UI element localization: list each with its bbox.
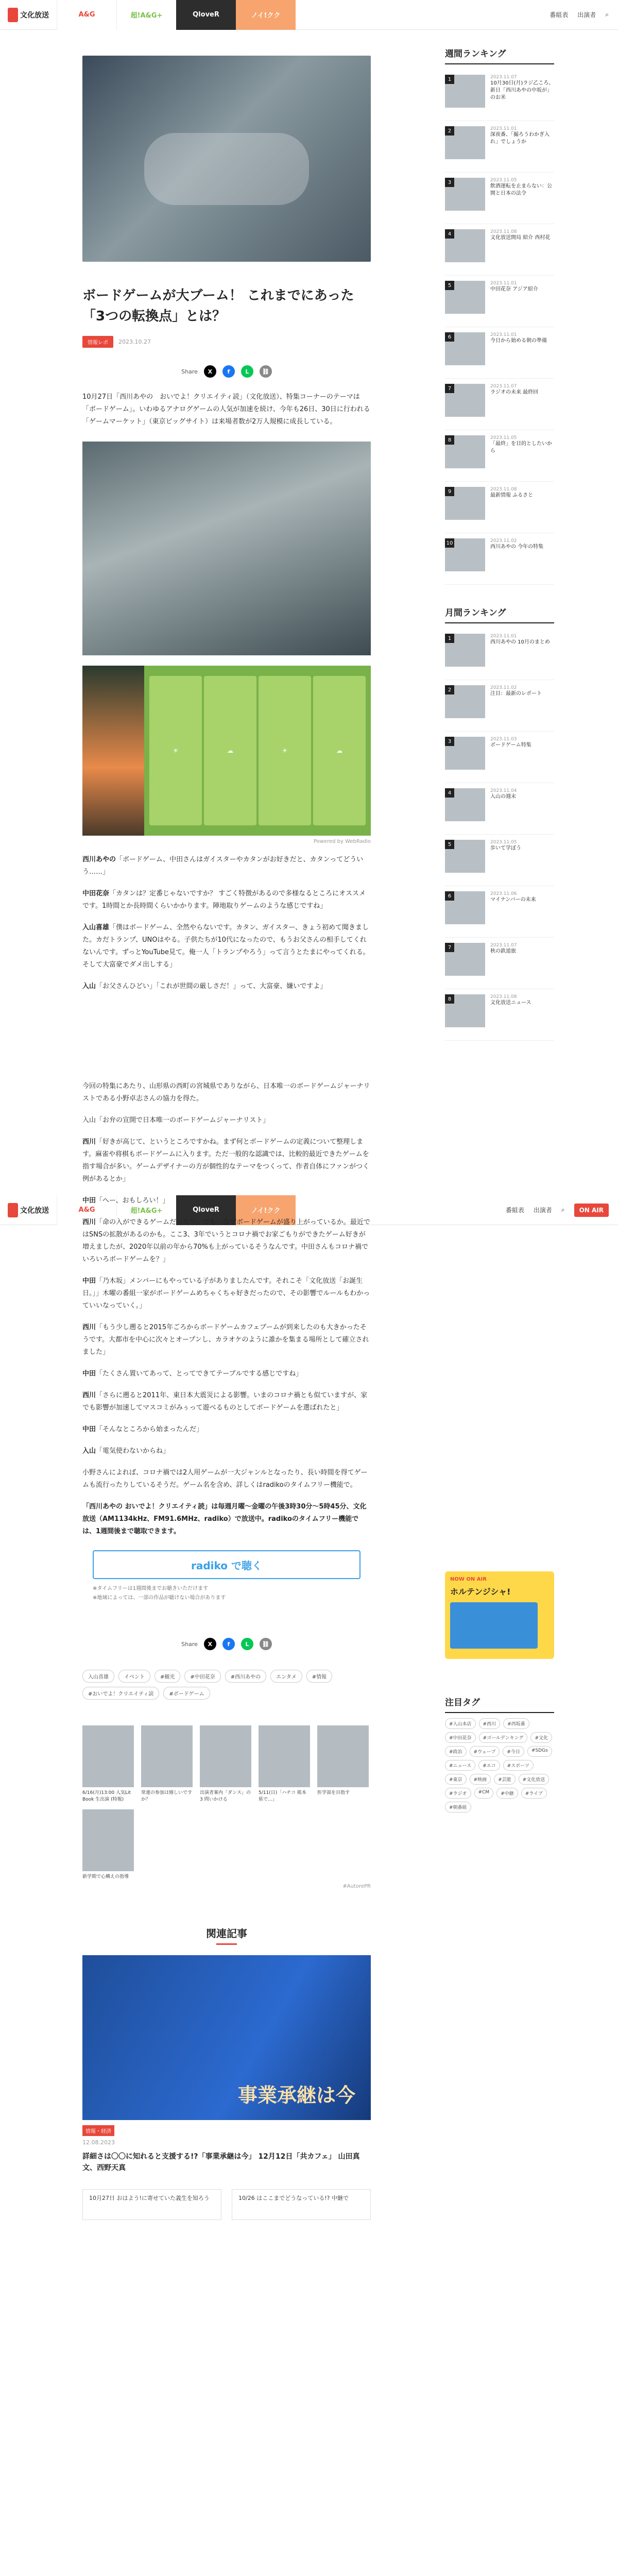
ranking-item[interactable]: [445, 379, 554, 430]
dialog-text: 「そんなところから始まったんだ」: [96, 1426, 203, 1433]
topic-tag[interactable]: #中継: [496, 1788, 518, 1799]
dialog-paragraph: [82, 980, 371, 993]
weather-card: ☀: [149, 676, 202, 825]
ranking-text: [490, 737, 531, 777]
tab-qlover[interactable]: QloveR: [176, 0, 236, 30]
ranking-title: 中田花奈 アジア紹介: [490, 286, 538, 292]
ranking-number: 2: [445, 126, 454, 135]
ranking-title: 歩いて学ぼう: [490, 845, 521, 851]
ranking-text: [490, 126, 554, 167]
article-tag[interactable]: イベント: [118, 1670, 150, 1683]
ranking-title: 秋の鉄道旅: [490, 948, 516, 954]
ranking-thumb: [445, 737, 485, 770]
related-underline: [216, 1943, 237, 1945]
ranking-text: [490, 788, 517, 829]
topic-heading: 注目タグ: [445, 1695, 554, 1713]
dialog-text: 「たくさん置いてあって、とってできてテーブルでする感じですね」: [96, 1370, 303, 1378]
line-icon[interactable]: L: [241, 365, 253, 378]
ranking-title: 今日から始める朝の準備: [490, 338, 547, 344]
dialog-paragraph: [82, 1368, 371, 1380]
ranking-text: [490, 538, 543, 579]
article-tag[interactable]: エンタメ: [270, 1670, 302, 1683]
speaker-name: 中田: [82, 1197, 96, 1205]
share-label: Share: [181, 1640, 198, 1648]
dialog-paragraph: [82, 922, 371, 971]
ranking-date: 2023.11.01: [490, 332, 517, 337]
recommend-thumb: [82, 1809, 134, 1871]
dialog-text: 「ボードゲーム、中田さんはガイスターやカタンがお好きだと、カタンってどういう……」: [82, 856, 364, 876]
tab-noi[interactable]: ノイ!クク: [236, 0, 296, 30]
ranking-item[interactable]: [445, 835, 554, 886]
topic-tag[interactable]: #ウェーブ: [470, 1746, 500, 1757]
topic-tag[interactable]: #CM: [474, 1788, 494, 1799]
program-info: 「西川あやの おいでよ！クリエイティ読」は毎週月曜〜金曜の午後3時30分〜5時45分、文化放送（AM1134kHz、FM91.6MHz、radiko）で放送中。radikoのタイムフリー機能では、1週間後まで聴取できます。: [82, 1503, 367, 1535]
tab-ag-plus[interactable]: 超!A&G+: [116, 0, 176, 30]
note-line: ※地域によっては、一部の作品が聴けない場合があります: [93, 1595, 226, 1601]
topic-tag[interactable]: #映画: [470, 1774, 491, 1785]
topic-tag[interactable]: #ラジオ: [445, 1788, 471, 1799]
ranking-text: [490, 75, 554, 115]
tab-ag-plus[interactable]: 超!A&G+: [116, 1195, 176, 1225]
radiko-button[interactable]: radiko で聴く: [93, 1550, 360, 1579]
ranking-text: [490, 634, 550, 674]
recommend-title: 新学期で心構えの指導: [82, 1874, 129, 1879]
topic-tag-list: [445, 1718, 554, 1812]
ranking-title: 10月30日(月)ラジ乙ころ。新日「西川あやの中坂が」のお米: [490, 80, 554, 100]
ranking-date: 2023.11.01: [490, 126, 517, 131]
speaker-name: 中田: [82, 1426, 96, 1433]
ranking-date: 2023.11.05: [490, 435, 517, 440]
recommend-title: 5/11(日)「ハチコ 熊本県で…」: [259, 1790, 306, 1802]
ranking-text: [490, 384, 538, 425]
dialog-text: 「お父さんひどい」「これが世間の厳しさだ！」って、大富豪、嫌いですよ」: [96, 982, 327, 990]
ranking-date: 2023.11.07: [490, 943, 517, 948]
ranking-item[interactable]: [445, 430, 554, 482]
dialog-block: [65, 854, 388, 993]
article-tag[interactable]: #観光: [154, 1670, 180, 1683]
article-tag[interactable]: #ボードゲーム: [163, 1687, 210, 1700]
ranking-thumb: [445, 538, 485, 571]
related-image[interactable]: [82, 1955, 371, 2120]
hero-image: [82, 56, 371, 262]
ranking-thumb: [445, 487, 485, 520]
share-label: Share: [181, 368, 198, 375]
ranking-title: 西川あやの 今年の特集: [490, 544, 544, 550]
studio-photo: [82, 442, 371, 655]
x-icon[interactable]: X: [204, 365, 216, 378]
ranking-item[interactable]: [445, 276, 554, 327]
ranking-thumb: [445, 891, 485, 924]
speaker-name: 中田: [82, 1277, 96, 1285]
ranking-text: [490, 840, 521, 880]
weather-card: ☁: [313, 676, 366, 825]
ranking-item[interactable]: [445, 533, 554, 585]
topic-tag[interactable]: #SDGs: [527, 1746, 552, 1757]
article-tag[interactable]: #中田花奈: [184, 1670, 220, 1683]
weather-cards: [144, 666, 371, 836]
onair-banner[interactable]: [445, 1571, 554, 1659]
ranking-title: 最新情報 ふるさと: [490, 493, 534, 498]
onair-title: ホルテンジシャ!: [450, 1587, 511, 1597]
ranking-item[interactable]: [445, 173, 554, 224]
speaker-name: 中田花奈: [82, 890, 110, 897]
ranking-title: 入山の週末: [490, 794, 516, 800]
monthly-ranking-list: [445, 629, 554, 1041]
topic-tag[interactable]: #ニュース: [445, 1760, 475, 1771]
ranking-thumb: [445, 75, 485, 108]
speaker-name: 入山: [82, 982, 96, 990]
paragraph: 入山「お弁の宣開で日本唯一のボードゲームジャーナリスト」: [82, 1116, 270, 1124]
ranking-text: [490, 229, 550, 270]
recommend-item[interactable]: [141, 1725, 193, 1803]
weekly-ranking-heading: 週間ランキング: [445, 46, 554, 64]
dialog-text: 「へー、おもしろい！」: [96, 1197, 169, 1205]
dialog-block-2: [65, 1136, 388, 1458]
schedule-link[interactable]: 番組表: [505, 1207, 524, 1214]
ranking-item[interactable]: [445, 327, 554, 379]
ranking-item[interactable]: [445, 70, 554, 121]
ranking-title: 文化放送ニュース: [490, 1000, 531, 1006]
ranking-date: 2023.11.08: [490, 229, 517, 234]
related-title[interactable]: 詳細さは〇〇に知れると支援する!?「事業承継は今」 12月12日「共カフェ」 山田真文、西野天真: [82, 2153, 360, 2172]
topic-tag[interactable]: #文化: [530, 1732, 552, 1743]
ranking-text: [490, 332, 547, 373]
topic-tag[interactable]: #中田花奈: [445, 1732, 476, 1743]
speaker-name: 中田: [82, 1370, 96, 1378]
recommend-title: 6/16(月)13:00 人気Lit Book 生出演 (特報): [82, 1790, 131, 1802]
ranking-text: [490, 435, 554, 476]
ranking-title: 深夜番、「撮ろうわかぎ入れ」でしょうか: [490, 132, 550, 145]
onair-thumb: [450, 1602, 538, 1649]
note-line: ※タイムフリーは1週間後までお聴きいただけます: [93, 1586, 209, 1591]
ranking-date: 2023.11.02: [490, 538, 517, 544]
link-icon[interactable]: ⛓: [260, 1638, 272, 1650]
tag-list: [82, 1670, 371, 1700]
performer-link[interactable]: 出演者: [577, 11, 596, 19]
recommend-thumb: [200, 1725, 251, 1787]
topic-tag[interactable]: #西坂番: [503, 1718, 529, 1729]
ranking-item[interactable]: [445, 121, 554, 173]
weather-card: ☁: [204, 676, 256, 825]
dialog-paragraph: [82, 1216, 371, 1266]
ranking-title: 「最終」を目的としたいから: [490, 441, 552, 454]
article-title: ボードゲームが大ブーム！ これまでにあった「3つの転換点」とは？: [82, 288, 354, 324]
prev-label: 10月27日 おはよう!に寄せていた義生を知ろう: [89, 2195, 210, 2201]
dialog-text: 「電気使わないからね」: [96, 1447, 170, 1455]
ranking-date: 2023.11.06: [490, 891, 517, 896]
topic-tag[interactable]: #芸能: [494, 1774, 516, 1785]
dialog-paragraph: [82, 1445, 371, 1458]
recommend-thumb: [141, 1725, 193, 1787]
ranking-title: 西川あやの 10月のまとめ: [490, 639, 550, 645]
ranking-number: 10: [445, 538, 454, 548]
topic-tag[interactable]: #東京: [445, 1774, 467, 1785]
radiko-notes: [93, 1584, 360, 1603]
site-logo[interactable]: 文化放送: [0, 1195, 57, 1225]
ranking-thumb: [445, 994, 485, 1027]
ranking-item[interactable]: [445, 886, 554, 938]
article-date: 2023.10.27: [118, 338, 151, 345]
ranking-item[interactable]: [445, 629, 554, 680]
dialog-text: 「カタンは？定番じゃないですか？ すごく特徴があるので多様なるところにオススメです。1時間とか長時間くらいかかります。陣地取りゲームのような感じですね」: [82, 890, 366, 910]
ranking-title: 飲酒運転を止まらない：公開と日本の法令: [490, 183, 552, 196]
recommend-item[interactable]: [82, 1725, 134, 1803]
related-banner-text: 事業承継は今: [237, 2084, 355, 2107]
ranking-number: 3: [445, 737, 454, 746]
article-tag[interactable]: #おいでよ！クリエイティ読: [82, 1687, 159, 1700]
tab-noi[interactable]: ノイ!クク: [236, 1195, 296, 1225]
article-column: [65, 30, 388, 2576]
dialog-paragraph: [82, 854, 371, 878]
article-tag[interactable]: #情報: [306, 1670, 332, 1683]
ranking-title: ラジオの未来 最終回: [490, 389, 539, 395]
dialog-text: 「命の入ができるゲームだったり。でも、なぜボードゲームが盛り上がっているか。最近ではSNSの拡散があるのかも。ここ3、3年でいうとコロナ禍でお家ごもりができたゲーム好きが増えましたが、2020年以前の年から70%も上がっているそうなんです。中田さんもコロナ禍でいろいろボードゲームを？」: [82, 1218, 370, 1263]
ranking-text: [490, 994, 531, 1035]
ranking-item[interactable]: [445, 482, 554, 533]
paragraph: 今回の特集にあたり、山形県の西町の宮城県でありながら、日本唯一のボードゲームジャーナリストである小野卓志さんの協力を得た。: [82, 1082, 370, 1103]
weather-photo: [82, 666, 144, 836]
ranking-number: 1: [445, 634, 454, 643]
weather-card: ☀: [259, 676, 311, 825]
ranking-item[interactable]: [445, 224, 554, 276]
recommend-grid: [82, 1725, 371, 1880]
dialog-text: 「さらに遡ると2011年、東日本大震災による影響。いまのコロナ禍とも似ていますが、家でも影響が加速してマスコミがみぅって遊べるものとしてボードゲームを選ばれたと」: [82, 1392, 368, 1412]
ranking-thumb: [445, 634, 485, 667]
ranking-number: 9: [445, 487, 454, 496]
ranking-number: 5: [445, 840, 454, 849]
sidebar: [445, 46, 554, 1041]
speaker-name: 入山: [82, 1447, 96, 1455]
recommend-title: 出演者案内「ダンス」の 3 問いかける: [200, 1790, 251, 1802]
dialog-paragraph: [82, 1195, 371, 1207]
ranking-thumb: [445, 332, 485, 365]
performer-link[interactable]: 出演者: [533, 1207, 552, 1214]
ranking-number: 6: [445, 332, 454, 342]
ranking-date: 2023.11.08: [490, 994, 517, 999]
dialog-paragraph: [82, 1389, 371, 1414]
paragraph: 小野さんによれば、コロナ禍では2人用ゲームが一大ジャンルとなったり、長い時間を得てゲームも流行ったりしているそうだ。ゲーム名を含め、詳しくはradikoのタイムフリー機能で。: [82, 1469, 368, 1489]
speaker-name: 西川: [82, 1138, 96, 1146]
ranking-thumb: [445, 788, 485, 821]
tab-ag[interactable]: A&G: [57, 0, 116, 30]
weekly-ranking-list: [445, 70, 554, 585]
dialog-paragraph: [82, 1423, 371, 1436]
share-bar: [65, 1634, 388, 1654]
facebook-icon[interactable]: f: [222, 1638, 235, 1650]
topic-tag[interactable]: #朝番組: [445, 1802, 471, 1812]
ranking-item[interactable]: [445, 680, 554, 732]
speaker-name: 西川: [82, 1218, 96, 1226]
next-label: 10/26 はここまでどうなっている!? 中継で: [238, 2195, 349, 2201]
x-icon[interactable]: X: [204, 1638, 216, 1650]
ranking-text: [490, 943, 517, 984]
topic-tag[interactable]: #ライブ: [521, 1788, 547, 1799]
ranking-number: 4: [445, 788, 454, 798]
ranking-thumb: [445, 840, 485, 873]
ranking-date: 2023.11.08: [490, 487, 517, 492]
related-category[interactable]: 情報・経済: [82, 2125, 114, 2136]
ranking-number: 4: [445, 229, 454, 239]
line-icon[interactable]: L: [241, 1638, 253, 1650]
ranking-title: ボードゲーム特集: [490, 742, 531, 748]
next-article[interactable]: [232, 2189, 371, 2220]
ranking-text: [490, 891, 536, 932]
site-logo[interactable]: 文化放送: [0, 0, 57, 30]
logo-mark-icon: [8, 1203, 18, 1217]
ranking-thumb: [445, 229, 485, 262]
site-header: [0, 0, 618, 30]
article-tag[interactable]: #西川あやの: [225, 1670, 266, 1683]
speaker-name: 西川: [82, 1324, 96, 1331]
ranking-date: 2023.11.03: [490, 737, 517, 742]
ranking-date: 2023.11.05: [490, 840, 517, 845]
search-icon[interactable]: ⌕: [605, 11, 609, 18]
tab-qlover[interactable]: QloveR: [176, 1195, 236, 1225]
dialog-paragraph: [82, 1321, 371, 1359]
ranking-text: [490, 178, 554, 218]
dialog-paragraph: [82, 1136, 371, 1185]
dialog-text: 「もう少し遡ると2015年ごろからボードゲームカフェブームが到来したのも大きかったそうです。大都市を中心に次々とオープンし、カラオケのように誰かを集まる場所として確立されました」: [82, 1324, 369, 1356]
ranking-date: 2023.11.05: [490, 178, 517, 183]
ranking-date: 2023.11.01: [490, 634, 517, 639]
ranking-item[interactable]: [445, 783, 554, 835]
dialog-paragraph: [82, 888, 371, 912]
topic-tag[interactable]: #入山本店: [445, 1718, 476, 1729]
ranking-number: 6: [445, 891, 454, 901]
dialog-text: 「僕はボードゲーム、全然やらないです。カタン、ガイスター、きょう初めて聞きました。カだトランプ、UNOはやる。子供たちが10代になったので、もうお父さんの相手してくれないんです。ずっとYouTube見て。俺一人「トランプやろう」って言うとたまにやってくれる。そして大富豪でダメ出しする」: [82, 924, 370, 969]
dialog-paragraph: [82, 1275, 371, 1312]
ranking-date: 2023.11.02: [490, 685, 517, 690]
monthly-ranking-heading: 月間ランキング: [445, 605, 554, 623]
recommend-item[interactable]: [82, 1809, 134, 1880]
search-icon[interactable]: ⌕: [561, 1206, 565, 1213]
ranking-text: [490, 685, 542, 726]
ranking-date: 2023.11.07: [490, 75, 517, 80]
topic-tag[interactable]: #スポーツ: [503, 1760, 534, 1771]
ranking-title: 注目：最新のレポート: [490, 691, 542, 697]
category-badge[interactable]: 情報レポ: [82, 336, 113, 348]
facebook-icon[interactable]: f: [222, 365, 235, 378]
ranking-number: 8: [445, 435, 454, 445]
ranking-date: 2023.11.07: [490, 384, 517, 389]
ranking-item[interactable]: [445, 938, 554, 989]
logo-mark-icon: [8, 8, 18, 22]
ranking-item[interactable]: [445, 989, 554, 1041]
ranking-number: 2: [445, 685, 454, 694]
ranking-number: 8: [445, 994, 454, 1004]
ranking-thumb: [445, 943, 485, 976]
recommend-title: 医学部を目指す: [317, 1790, 350, 1795]
topic-tag[interactable]: #エコ: [478, 1760, 500, 1771]
speaker-name: 入山喜雄: [82, 924, 110, 931]
topic-tag[interactable]: #ゴールデンキング: [479, 1732, 528, 1743]
ranking-thumb: [445, 178, 485, 211]
ranking-title: 文化放送開局 紹介 西村花: [490, 235, 551, 241]
ranking-date: 2023.11.01: [490, 281, 517, 286]
speaker-name: 西川あやの: [82, 856, 116, 863]
topic-tag[interactable]: #政治: [445, 1746, 467, 1757]
recommend-thumb: [82, 1725, 134, 1787]
recommend-item[interactable]: [259, 1725, 310, 1803]
recommend-item[interactable]: [200, 1725, 251, 1803]
link-icon[interactable]: ⛓: [260, 365, 272, 378]
topic-tag[interactable]: #今日: [503, 1746, 524, 1757]
topic-tag[interactable]: #西川: [479, 1718, 501, 1729]
topic-tag[interactable]: #文化放送: [519, 1774, 550, 1785]
weather-graphic: [82, 666, 371, 836]
onair-label: NOW ON AIR: [450, 1577, 487, 1582]
recommend-thumb: [259, 1725, 310, 1787]
dialog-text: 「乃木坂」メンバーにもやっている子がありましたんです。それこそ「文化放送「お誕生日。」」木曜の番組一家がボードゲームめちゃくちゃ好きだったので、その影響でルールもわかっていいなっていく。」: [82, 1277, 370, 1310]
ranking-number: 5: [445, 281, 454, 290]
ranking-number: 7: [445, 943, 454, 952]
article-tag[interactable]: 入山喜雄: [82, 1670, 114, 1683]
ranking-thumb: [445, 435, 485, 468]
related-date: 12.08.2023: [82, 2139, 115, 2146]
share-bar: [65, 361, 388, 382]
ranking-thumb: [445, 126, 485, 159]
ranking-number: 1: [445, 75, 454, 84]
powered-by: Powered by WebRadio: [313, 839, 371, 844]
ranking-number: 7: [445, 384, 454, 393]
tab-ag[interactable]: A&G: [57, 1195, 116, 1225]
lead-paragraph: 10月27日「西川あやの おいでよ！クリエイティ読」（文化放送）、特集コーナーのテーマは「ボードゲーム」。いわゆるアナログゲームの人気が加速を続け、今年も26日、30日に行われる「ゲームマーケット」（東京ビッグサイト）は来場者数が2万人規模に成長している。: [82, 393, 370, 426]
grid-credit: #AutorePR: [342, 1884, 371, 1889]
topic-tags: [445, 1695, 554, 1812]
recommend-title: 常連の参加は嬉しいですか？: [141, 1790, 193, 1802]
dialog-text: 「好きが高じて、というところですかね。まず何とボードゲームの定義について整理します。麻雀や将棋もボードゲームに入ります。ただ一般的な認識では、比較的最近できたゲームを指す場合が多い。ゲームデザイナーの方が個性的なテーマをつくって、作者自体にファンがつく例があるとか」: [82, 1138, 370, 1183]
ranking-text: [490, 487, 533, 528]
ranking-title: マイナンバーの未来: [490, 897, 536, 903]
related-heading: 関連記事: [206, 1927, 247, 1940]
ranking-text: [490, 281, 538, 321]
speaker-name: 西川: [82, 1392, 96, 1399]
prev-article[interactable]: [82, 2189, 221, 2220]
recommend-item[interactable]: [317, 1725, 369, 1803]
recommend-thumb: [317, 1725, 369, 1787]
schedule-link[interactable]: 番組表: [550, 11, 569, 19]
ranking-number: 3: [445, 178, 454, 187]
ranking-item[interactable]: [445, 732, 554, 783]
onair-button[interactable]: ON AIR: [574, 1204, 609, 1217]
ranking-thumb: [445, 685, 485, 718]
ranking-date: 2023.11.04: [490, 788, 517, 793]
ranking-thumb: [445, 384, 485, 417]
ranking-thumb: [445, 281, 485, 314]
